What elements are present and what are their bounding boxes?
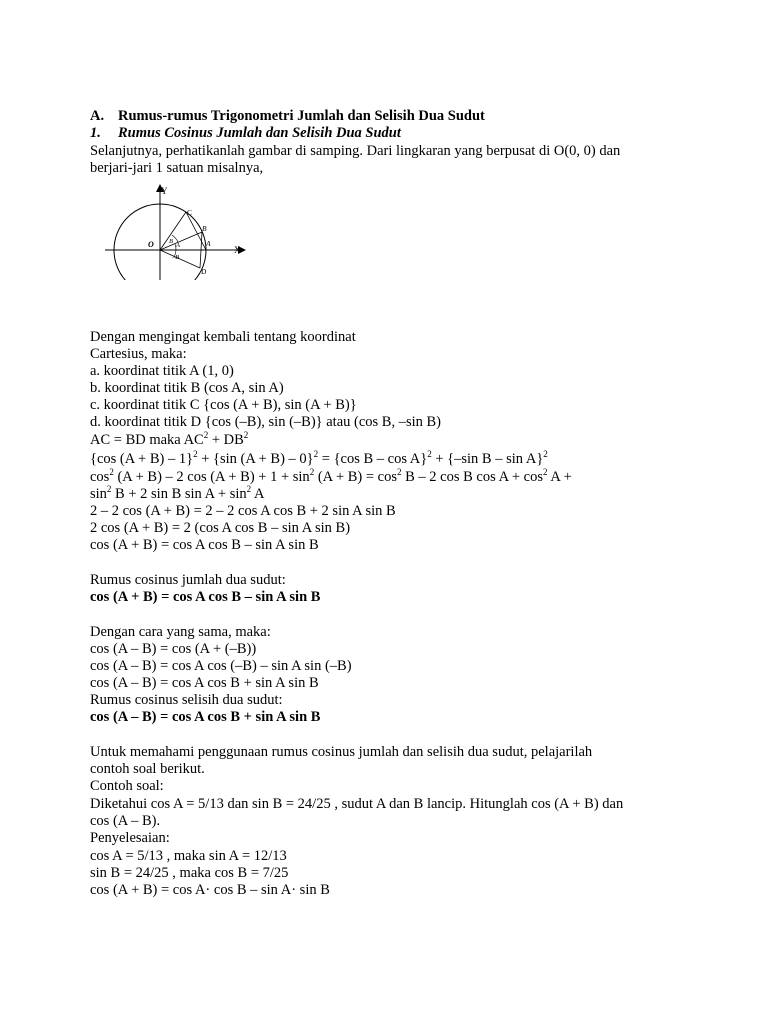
equation-line: cos (A – B) = cos A cos B + sin A sin B (90, 675, 319, 691)
angle-neg-b-label: –B (172, 254, 180, 261)
y-axis-label: Y (161, 186, 168, 196)
text-line: cos (A – B). (90, 813, 161, 829)
text-line: c. koordinat titik C {cos (A + B), sin (A + B)} (90, 397, 357, 413)
equation-line: cos (A – B) = cos A cos (–B) – sin A sin (–B) (90, 658, 352, 674)
text-line: Cartesius, maka: (90, 346, 187, 362)
formula-cos-difference: cos (A – B) = cos A cos B + sin A sin B (90, 709, 321, 725)
angle-a-label: A (176, 242, 180, 249)
text-line: Dengan mengingat kembali tentang koordinat (90, 329, 356, 345)
section-heading: A. Rumus-rumus Trigonometri Jumlah dan Selisih Dua Sudut (90, 108, 485, 124)
equation-line: AC = BD maka $AC^2 + DB^2$ (90, 430, 249, 448)
text-line: Contoh soal: (90, 778, 164, 794)
text-line: b. koordinat titik B (cos A, sin A) (90, 380, 284, 396)
equation-line: sin B = 24/25 , maka cos B = 7/25 (90, 865, 289, 881)
intro-line-1: Selanjutnya, perhatikanlah gambar di samping. Dari lingkaran yang berpusat di O(0, 0) dan (90, 143, 621, 159)
equation-line: $\cos^2 (A + B) - 2$ $\cos (A + B) + 1 + \sin^2 (A + B) = \cos^2 B - 2$ cos B $\cos A + \cos^2 A$ + (90, 467, 572, 485)
equation-line: cos (A – B) = cos (A + (–B)) (90, 641, 257, 657)
subsection-heading: 1. Rumus Cosinus Jumlah dan Selisih Dua Sudut (90, 125, 401, 141)
equation-line: 2 cos (A + B) = 2 (cos A cos B – sin A sin B) (90, 520, 351, 536)
equation-line: cos (A + B) = cos A· cos B – sin A· sin B (90, 882, 330, 898)
equation-line: 2 – 2 cos (A + B) = 2 – 2 cos A cos B + 2 sin A sin B (90, 503, 396, 519)
text-line: Diketahui cos A = 5/13 dan sin B = 24/25 , sudut A dan B lancip. Hitunglah cos (A + B) dan (90, 796, 624, 812)
text-line: Penyelesaian: (90, 830, 170, 846)
text-line: Rumus cosinus selisih dua sudut: (90, 692, 283, 708)
x-axis-label: X (234, 245, 241, 255)
angle-b-label: B (169, 238, 173, 245)
equation-line: cos A = 5/13 , maka sin A = 12/13 (90, 848, 287, 864)
formula-cos-sum: cos (A + B) = cos A cos B – sin A sin B (90, 589, 321, 605)
origin-label: O (148, 240, 154, 249)
text-line: Rumus cosinus jumlah dua sudut: (90, 572, 286, 588)
text-line: Untuk memahami penggunaan rumus cosinus jumlah dan selisih dua sudut, pelajarilah (90, 744, 593, 760)
radius-od (160, 250, 200, 268)
point-c-label: C (187, 208, 193, 217)
text-line: Dengan cara yang sama, maka: (90, 624, 271, 640)
point-d-label: D (201, 267, 207, 276)
point-b-label: B (202, 224, 207, 233)
text-line: d. koordinat titik D {cos (–B), sin (–B)} atau (cos B, –sin B) (90, 414, 442, 430)
equation-line: $\sin^2 B + 2$ sin B $\sin A + \sin^2 A$ (90, 484, 265, 502)
point-a-label: A (206, 239, 211, 248)
equation-line: cos (A + B) = cos A cos B – sin A sin B (90, 537, 319, 553)
text-line: a. koordinat titik A (1, 0) (90, 363, 234, 379)
unit-circle-figure (100, 180, 260, 280)
text-line: contoh soal berikut. (90, 761, 205, 777)
intro-line-2: berjari-jari 1 satuan misalnya, (90, 160, 264, 176)
equation-line: {cos (A + B) – 1}$^2$ + {sin (A + B) – 0}$^2$ = {cos B – cos A}$^2$ + {–sin B – sin A}$^2$ (90, 449, 548, 467)
